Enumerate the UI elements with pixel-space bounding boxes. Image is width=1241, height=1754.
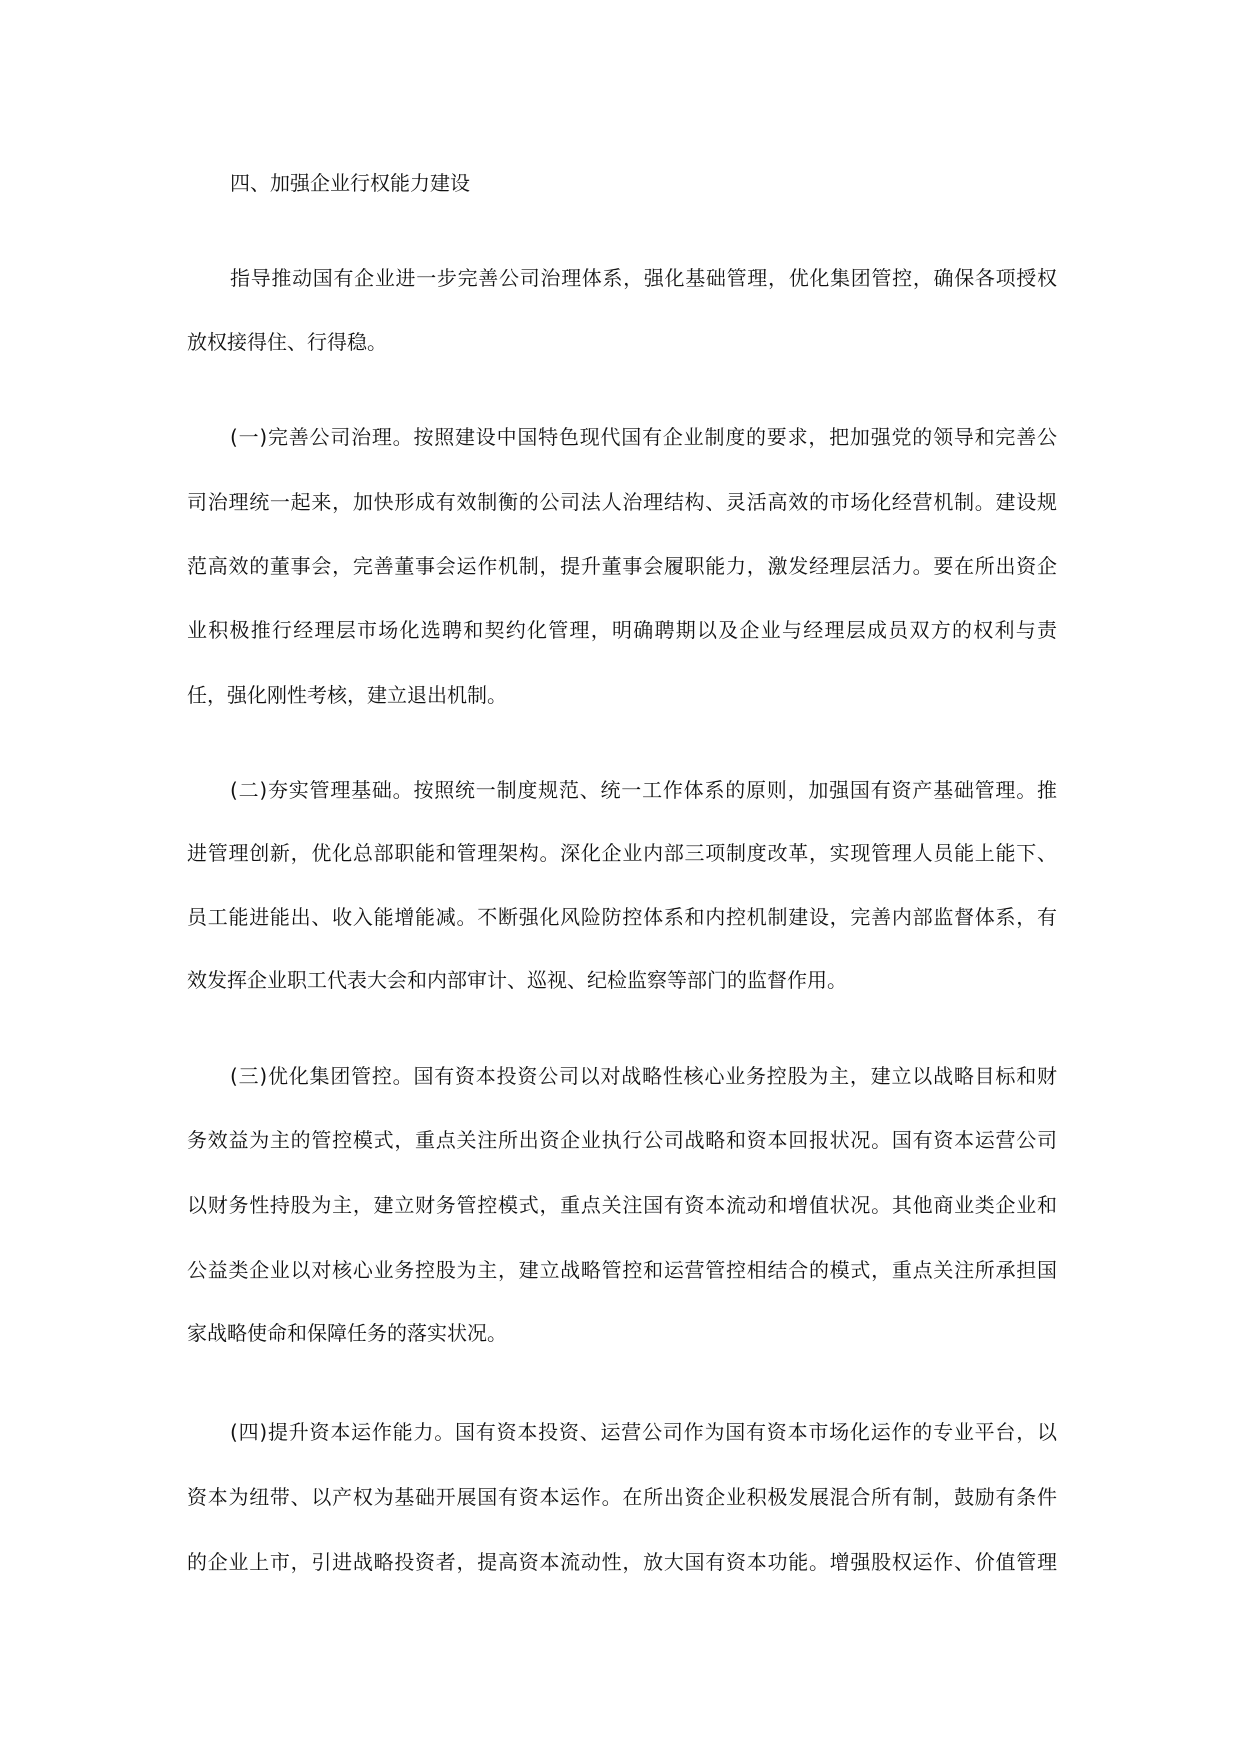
paragraph-line: 务效益为主的管控模式，重点关注所出资企业执行公司战略和资本回报状况。国有资本运营公司	[187, 1128, 1057, 1152]
paragraph-line: 的企业上市，引进战略投资者，提高资本流动性，放大国有资本功能。增强股权运作、价值管理	[187, 1550, 1057, 1574]
paragraph-line: (三)优化集团管控。国有资本投资公司以对战略性核心业务控股为主，建立以战略目标和财	[230, 1064, 1057, 1088]
paragraph-line: 效发挥企业职工代表大会和内部审计、巡视、纪检监察等部门的监督作用。	[187, 968, 847, 992]
paragraph-line: 范高效的董事会，完善董事会运作机制，提升董事会履职能力，激发经理层活力。要在所出资企	[187, 554, 1057, 578]
paragraph-line: 司治理统一起来，加快形成有效制衡的公司法人治理结构、灵活高效的市场化经营机制。建设规	[187, 490, 1057, 514]
section-heading: 四、加强企业行权能力建设	[230, 171, 470, 195]
paragraph-line: 指导推动国有企业进一步完善公司治理体系，强化基础管理，优化集团管控，确保各项授权	[230, 266, 1057, 290]
paragraph-line: (二)夯实管理基础。按照统一制度规范、统一工作体系的原则，加强国有资产基础管理。推	[230, 778, 1057, 802]
paragraph-line: 以财务性持股为主，建立财务管控模式，重点关注国有资本流动和增值状况。其他商业类企业和	[187, 1193, 1057, 1217]
paragraph-line: 任，强化刚性考核，建立退出机制。	[187, 683, 507, 707]
paragraph-line: 放权接得住、行得稳。	[187, 330, 387, 354]
paragraph-line: 公益类企业以对核心业务控股为主，建立战略管控和运营管控相结合的模式，重点关注所承担国	[187, 1258, 1057, 1282]
paragraph-line: 业积极推行经理层市场化选聘和契约化管理，明确聘期以及企业与经理层成员双方的权利与责	[187, 618, 1057, 642]
paragraph-line: 进管理创新，优化总部职能和管理架构。深化企业内部三项制度改革，实现管理人员能上能下、	[187, 841, 1057, 865]
paragraph-line: 员工能进能出、收入能增能减。不断强化风险防控体系和内控机制建设，完善内部监督体系，有	[187, 905, 1057, 929]
paragraph-line: 资本为纽带、以产权为基础开展国有资本运作。在所出资企业积极发展混合所有制，鼓励有条件	[187, 1485, 1057, 1509]
paragraph-line: (一)完善公司治理。按照建设中国特色现代国有企业制度的要求，把加强党的领导和完善公	[230, 425, 1057, 449]
paragraph-line: (四)提升资本运作能力。国有资本投资、运营公司作为国有资本市场化运作的专业平台，以	[230, 1420, 1057, 1444]
paragraph-line: 家战略使命和保障任务的落实状况。	[187, 1321, 507, 1345]
